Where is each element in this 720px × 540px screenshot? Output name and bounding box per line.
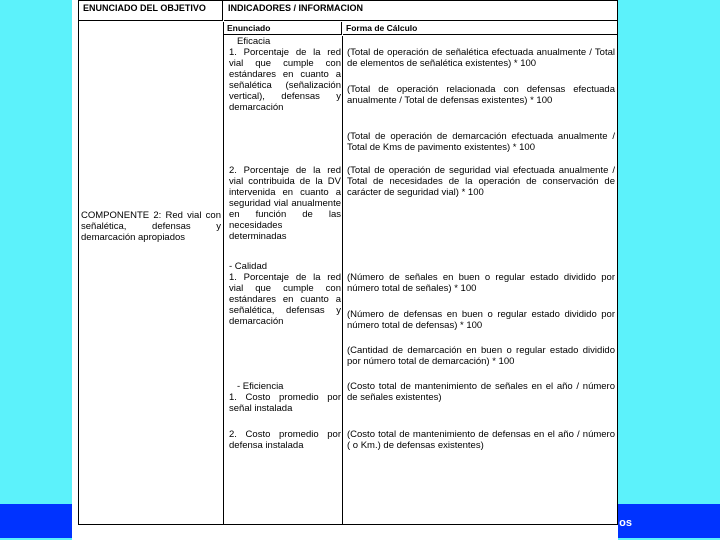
eficiencia-label: - Eficiencia <box>237 381 284 392</box>
indicator-5: 2. Costo promedio por defensa instalada <box>229 429 341 451</box>
formula-8: (Costo total de mantenimiento de señales en el año / número de señales existentes) <box>347 381 615 403</box>
formula-2: (Total de operación relacionada con defensas efectuada anualmente / Total de defensas existentes) * 100 <box>347 84 615 106</box>
component-statement: COMPONENTE 2: Red vial con señalética, defensas y demarcación apropiados <box>81 210 221 243</box>
formula-7: (Cantidad de demarcación en buen o regular estado dividido por número total de demarcación) * 100 <box>347 345 615 367</box>
indicator-4: 1. Costo promedio por señal instalada <box>229 392 341 414</box>
formula-9: (Costo total de mantenimiento de defensas en el año / número ( o Km.) de defensas existentes) <box>347 429 615 451</box>
header-calculation: Forma de Cálculo <box>343 22 617 35</box>
indicator-table <box>78 0 618 525</box>
header-statement: Enunciado <box>224 22 342 35</box>
header-objective: ENUNCIADO DEL OBJETIVO <box>79 1 223 21</box>
formula-3: (Total de operación de demarcación efectuada anualmente / Total de Kms de pavimento existentes) * 100 <box>347 131 615 153</box>
indicator-3: 1. Porcentaje de la red vial que cumple con estándares en cuanto a señalética, defensas y demarcación <box>229 272 341 327</box>
indicator-2: 2. Porcentaje de la red vial contribuida de la DV intervenida en cuanto a seguridad vial anualmente en función de las necesidades determinadas <box>229 165 341 242</box>
formula-1: (Total de operación de señalética efectuada anualmente / Total de elementos de señalética existentes) * 100 <box>347 47 615 69</box>
eficacia-label: Eficacia <box>237 36 271 47</box>
bottom-bar-caption: os <box>619 517 632 529</box>
indicator-1: 1. Porcentaje de la red vial que cumple con estándares en cuanto a señalética (señalización vertical), defensas y demarcación <box>229 47 341 113</box>
formula-6: (Número de defensas en buen o regular estado dividido por número total de defensas) * 100 <box>347 309 615 331</box>
formula-5: (Número de señales en buen o regular estado dividido por número total de señales) * 100 <box>347 272 615 294</box>
header-indicators: INDICADORES / INFORMACION <box>224 1 617 21</box>
calidad-label: - Calidad <box>229 261 268 272</box>
objective-column <box>79 22 224 524</box>
formula-4: (Total de operación de seguridad vial efectuada anualmente / Total de necesidades de la operación de conservación de carácter de seguridad vial) * 100 <box>347 165 615 198</box>
